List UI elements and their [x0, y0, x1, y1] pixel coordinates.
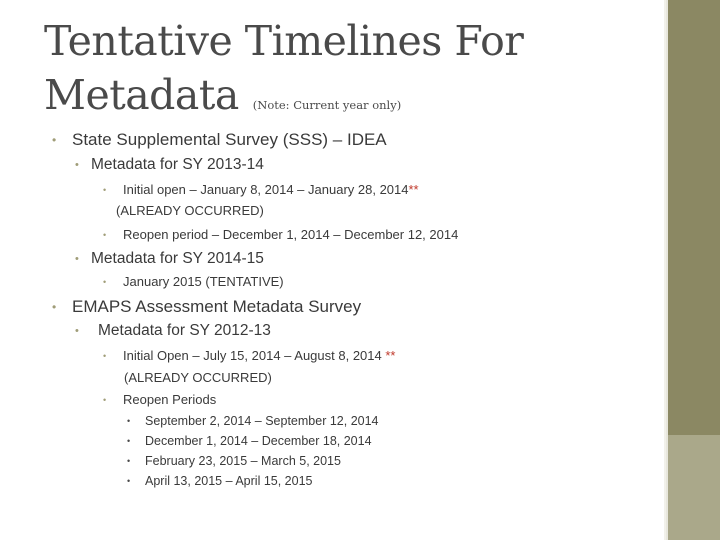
- bullet-icon: •: [52, 300, 57, 314]
- bullet-icon: •: [75, 159, 79, 171]
- bullet-icon: •: [103, 395, 107, 405]
- bullet-icon: •: [52, 133, 57, 147]
- title-metadata: Metadata: [44, 71, 239, 119]
- sy1415-timing: January 2015 (TENTATIVE): [123, 274, 284, 289]
- sy1314-initial-open-text: Initial open – January 8, 2014 – January 28, 2014: [123, 182, 409, 197]
- sy1314-initial-status: (ALREADY OCCURRED): [116, 203, 264, 218]
- title-note: (Note: Current year only): [252, 98, 402, 112]
- bullet-icon: •: [127, 476, 131, 486]
- bullet-icon: •: [75, 325, 79, 337]
- sy1314-asterisks: **: [408, 182, 419, 197]
- sy1314-initial-open: [123, 182, 419, 197]
- sy1213-initial-open-text: Initial Open – July 15, 2014 – August 8, 2014: [123, 348, 386, 363]
- sy1213-label: Metadata for SY 2012-13: [98, 322, 271, 339]
- emaps-heading: EMAPS Assessment Metadata Survey: [72, 297, 362, 316]
- sy1213-initial-status: (ALREADY OCCURRED): [124, 370, 272, 385]
- sy1213-asterisks: **: [385, 348, 396, 363]
- sss-heading: State Supplemental Survey (SSS) – IDEA: [72, 130, 387, 149]
- reopen-period-4: April 13, 2015 – April 15, 2015: [145, 474, 313, 488]
- bullet-icon: •: [127, 416, 131, 426]
- bullet-icon: •: [75, 253, 79, 265]
- sy1213-reopen-label: Reopen Periods: [123, 392, 217, 407]
- sy1415-label: Metadata for SY 2014-15: [91, 250, 264, 267]
- side-band-accent: [668, 435, 720, 540]
- reopen-period-2: December 1, 2014 – December 18, 2014: [145, 434, 372, 448]
- bullet-icon: •: [103, 351, 107, 361]
- bullet-icon: •: [103, 230, 107, 240]
- bullet-icon: •: [127, 436, 131, 446]
- title-line-1: Tentative Timelines For: [44, 17, 524, 65]
- bullet-icon: •: [103, 185, 107, 195]
- bullet-icon: •: [127, 456, 131, 466]
- reopen-period-1: September 2, 2014 – September 12, 2014: [145, 414, 379, 428]
- bullet-icon: •: [103, 277, 107, 287]
- sy1314-label: Metadata for SY 2013-14: [91, 156, 264, 173]
- reopen-period-3: February 23, 2015 – March 5, 2015: [145, 454, 341, 468]
- sy1213-initial-open: [123, 348, 395, 363]
- sy1314-reopen: Reopen period – December 1, 2014 – December 12, 2014: [123, 227, 459, 242]
